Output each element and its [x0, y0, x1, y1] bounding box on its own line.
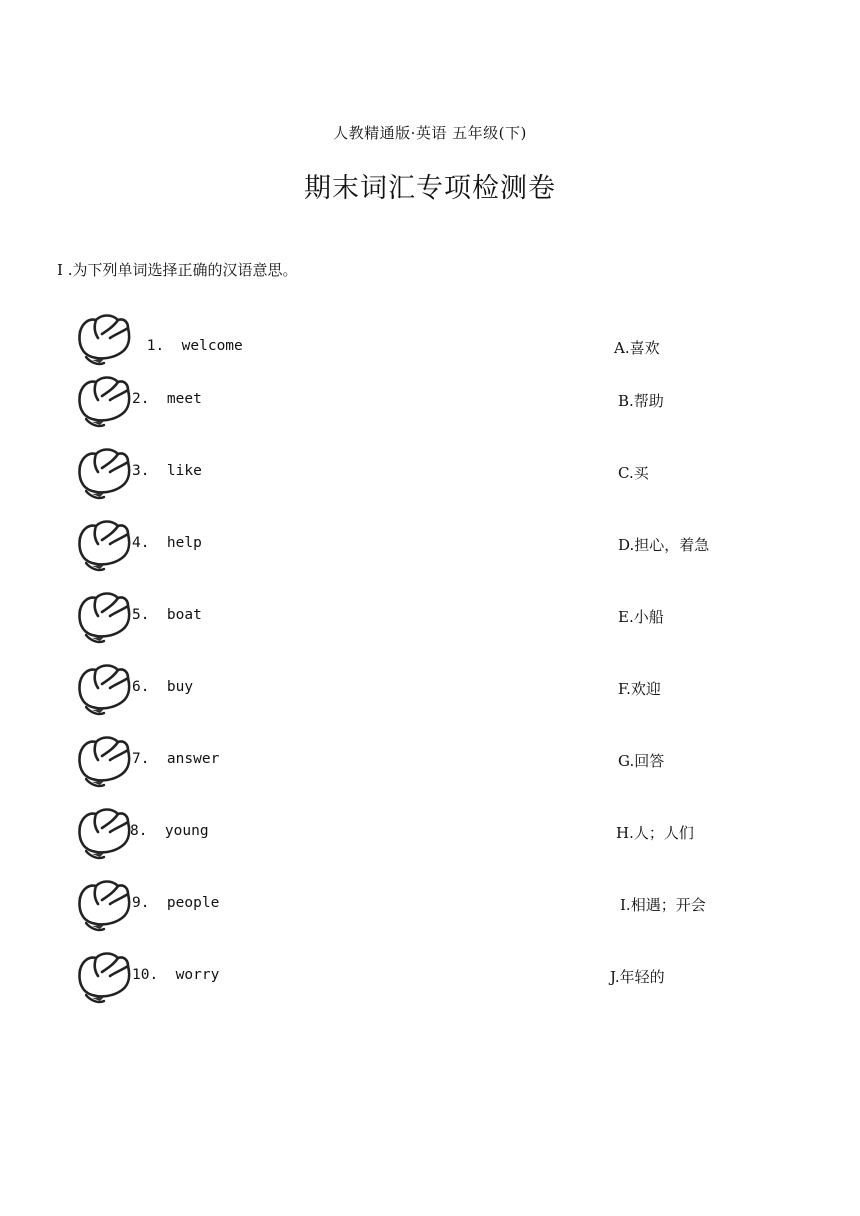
page-subtitle: 人教精通版·英语 五年级(下) [333, 124, 527, 142]
vocabulary-word: 5. boat [132, 607, 202, 623]
list-item [0, 876, 860, 936]
tulip-icon [72, 588, 134, 646]
tulip-icon [72, 732, 134, 790]
vocabulary-word: 8. young [130, 823, 209, 839]
chinese-meaning: D.担心，着急 [618, 536, 710, 554]
list-item [0, 372, 860, 432]
tulip-icon [72, 444, 134, 502]
list-item [0, 588, 860, 648]
tulip-icon [72, 948, 134, 1006]
vocabulary-word: 4. help [132, 535, 202, 551]
vocabulary-word: 2. meet [132, 391, 202, 407]
list-item [0, 660, 860, 720]
vocabulary-word: 6. buy [132, 679, 194, 695]
section-instruction: I .为下列单词选择正确的汉语意思。 [57, 261, 298, 279]
chinese-meaning: H.人；人们 [616, 824, 694, 842]
list-item [0, 948, 860, 1008]
tulip-icon [72, 660, 134, 718]
tulip-icon [72, 372, 134, 430]
page-title: 期末词汇专项检测卷 [304, 173, 556, 204]
vocabulary-word: 1. welcome [138, 338, 243, 354]
tulip-icon [72, 310, 134, 368]
chinese-meaning: F.欢迎 [618, 680, 661, 698]
list-item [0, 732, 860, 792]
list-item [0, 516, 860, 576]
chinese-meaning: J.年轻的 [610, 968, 665, 986]
chinese-meaning: I.相遇；开会 [620, 896, 706, 914]
tulip-icon [72, 804, 134, 862]
vocabulary-word: 3. like [132, 463, 202, 479]
chinese-meaning: A.喜欢 [614, 339, 660, 357]
chinese-meaning: C.买 [618, 464, 649, 482]
tulip-icon [72, 876, 134, 934]
list-item [0, 310, 860, 370]
chinese-meaning: G.回答 [618, 752, 665, 770]
list-item [0, 444, 860, 504]
vocabulary-word: 10. worry [132, 967, 220, 983]
vocabulary-word: 9. people [132, 895, 220, 911]
chinese-meaning: B.帮助 [618, 392, 664, 410]
chinese-meaning: E.小船 [618, 608, 664, 626]
list-item [0, 804, 860, 864]
tulip-icon [72, 516, 134, 574]
vocabulary-word: 7. answer [132, 751, 220, 767]
